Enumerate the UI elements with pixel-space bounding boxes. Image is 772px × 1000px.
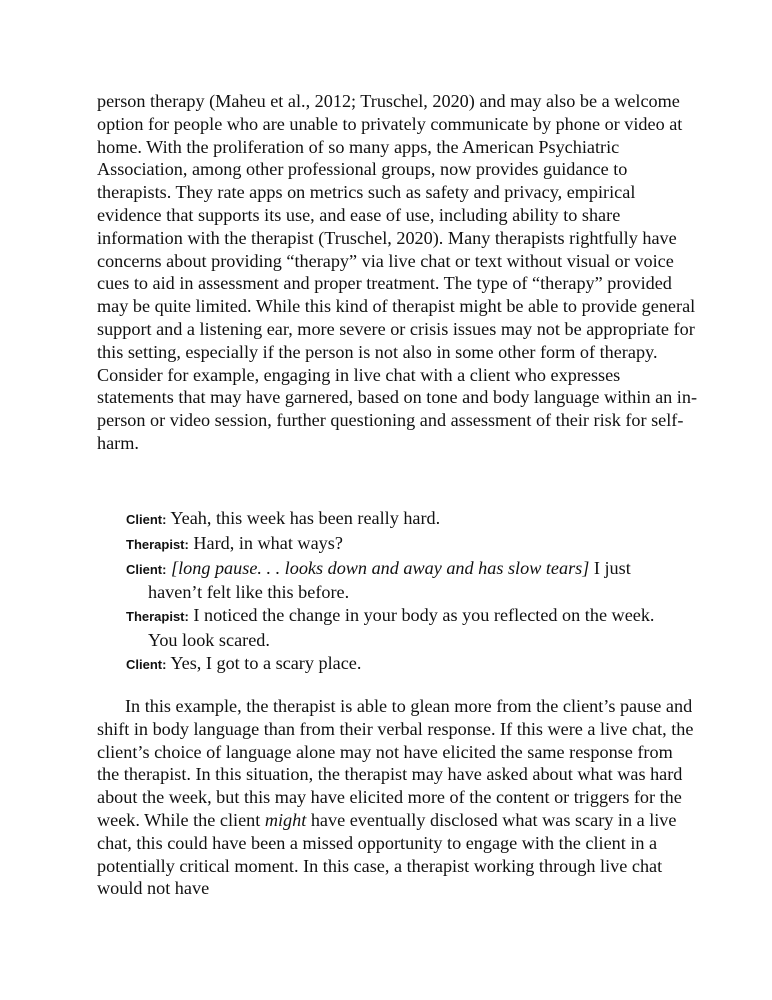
- speaker-label: Therapist:: [126, 536, 189, 552]
- dialogue-text: Hard, in what ways?: [193, 532, 343, 553]
- dialogue-text: Yeah, this week has been really hard.: [170, 508, 441, 528]
- dialogue-turn: [126, 532, 686, 557]
- speaker-label: Client:: [126, 656, 167, 672]
- dialogue-turn: [126, 604, 686, 652]
- dialogue-text: I just haven’t felt like this before.: [148, 557, 631, 603]
- dialogue-text: Yes, I got to a scary place.: [170, 652, 362, 673]
- body-paragraph-2: [97, 695, 697, 900]
- dialogue-turn: [126, 507, 686, 532]
- dialogue-turn: [126, 557, 686, 605]
- emphasis-text: might: [264, 809, 307, 830]
- speaker-label: Therapist:: [126, 609, 189, 625]
- dialogue-text: I noticed the change in your body as you reflected on the week. You look scared.: [148, 605, 655, 650]
- speaker-label: Client:: [126, 561, 167, 577]
- stage-direction: [long pause. . . looks down and away and has slow tears]: [171, 557, 590, 578]
- paragraph-text: In this example, the therapist is able to glean more from the client’s pause and shift in body language than from their verbal response. If this were a live chat, the client’s choice of language alone may not have elicited the same response from the therapist. In this situation, the therapist may have asked about what was hard about the week, but this may have elicited more of the content or triggers for the week. While the client: [97, 696, 694, 830]
- paragraph-text: have eventually disclosed what was scary in a live chat, this could have been a missed opportunity to engage with the client in a potentially critical moment. In this case, a therapist working through live chat would not have: [97, 809, 677, 899]
- body-paragraph-1: person therapy (Maheu et al., 2012; Truschel, 2020) and may also be a welcome option for people who are unable to privately communicate by phone or video at home. With the proliferation of so many apps, the American Psychiatric Association, among other professional groups, now provides guidance to therapists. They rate apps on metrics such as safety and privacy, empirical evidence that supports its use, and ease of use, including ability to share information with the therapist (Truschel, 2020). Many therapists rightfully have concerns about providing “therapy” via live chat or text without visual or voice cues to aid in assessment and proper treatment. The type of “therapy” provided may be quite limited. While this kind of therapist might be able to provide general support and a listening ear, more severe or crisis issues may not be appropriate for this setting, especially if the person is not also in some other form of therapy. Consider for example, engaging in live chat with a client who expresses statements that may have garnered, based on tone and body language within an in-person or video session, further questioning and assessment of their risk for self-harm.: [97, 91, 698, 453]
- speaker-label: Client:: [126, 512, 167, 527]
- dialogue-turn: [126, 652, 686, 677]
- dialogue-block: [126, 507, 686, 677]
